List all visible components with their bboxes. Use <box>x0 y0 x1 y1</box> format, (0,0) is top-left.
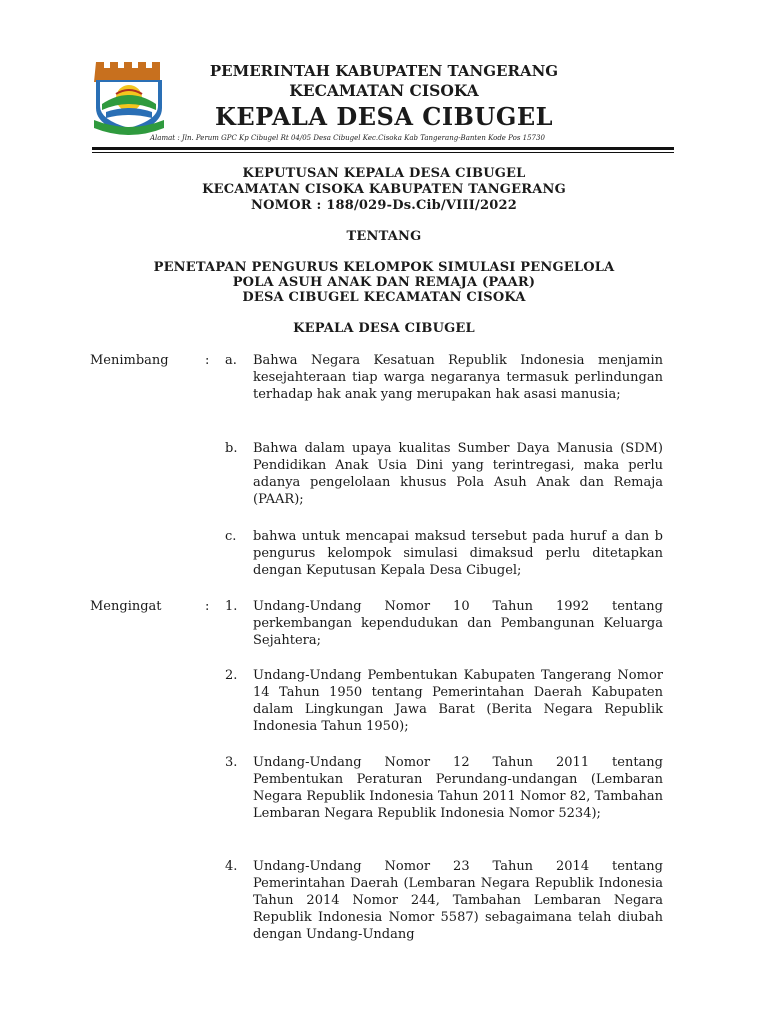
mengingat-text-3: Undang-Undang Nomor 12 Tahun 2011 tentang Pembentukan Peraturan Perundang-undangan (Lembaran Negara Republik Indonesia Tahun 2011 Nomor 82, Tambahan Lembaran Negara Republik Indonesia Nomor 5234); <box>253 755 663 821</box>
office-address: Alamat : Jln. Perum GPC Kp Cibugel Rt 04/05 Desa Cibugel Kec.Cisoka Kab Tangerang-Banten Kode Pos 15730 <box>150 134 545 142</box>
decree-number: NOMOR : 188/029-Ds.Cib/VIII/2022 <box>251 198 517 213</box>
letterhead-divider-thick <box>92 147 674 150</box>
mengingat-marker-1: 1. <box>225 599 238 614</box>
decree-issuer: KEPALA DESA CIBUGEL <box>293 321 475 336</box>
office-title: KEPALA DESA CIBUGEL <box>214 102 554 131</box>
menimbang-colon: : <box>205 353 210 368</box>
government-name: PEMERINTAH KABUPATEN TANGERANG <box>209 62 559 80</box>
mengingat-marker-3: 3. <box>225 755 238 770</box>
menimbang-marker-a: a. <box>225 353 237 368</box>
decree-subject-line-1: PENETAPAN PENGURUS KELOMPOK SIMULASI PENGELOLA <box>153 260 615 275</box>
mengingat-text-4: Undang-Undang Nomor 23 Tahun 2014 tentang Pemerintahan Daerah (Lembaran Negara Republik Indonesia Tahun 2014 Nomor 244, Tambahan Lembaran Negara Republik Indonesia Nomor 5587) sebagaimana telah diubah dengan Undang-Undang <box>253 859 663 942</box>
menimbang-marker-c: c. <box>225 529 237 544</box>
menimbang-text-a: Bahwa Negara Kesatuan Republik Indonesia menjamin kesejahteraan tiap warga negaranya termasuk perlindungan terhadap hak anak yang merupakan hak asasi manusia; <box>253 353 663 402</box>
decree-subject-line-3: DESA CIBUGEL KECAMATAN CISOKA <box>242 290 526 305</box>
letterhead-divider-thin <box>92 152 674 153</box>
menimbang-text-c: bahwa untuk mencapai maksud tersebut pada huruf a dan b pengurus kelompok simulasi dimaksud perlu ditetapkan dengan Keputusan Kepala Desa Cibugel; <box>253 529 663 578</box>
mengingat-marker-4: 4. <box>225 859 238 874</box>
decree-subject-line-2: POLA ASUH ANAK DAN REMAJA (PAAR) <box>232 275 536 290</box>
mengingat-text-1: Undang-Undang Nomor 10 Tahun 1992 tentang perkembangan kependudukan dan Pembangunan Keluarga Sejahtera; <box>253 599 663 648</box>
decree-about: TENTANG <box>346 229 422 244</box>
mengingat-text-2: Undang-Undang Pembentukan Kabupaten Tangerang Nomor 14 Tahun 1950 tentang Pemerintahan Daerah Kabupaten dalam Lingkungan Jawa Barat (Berita Negara Republik Indonesia Tahun 1950); <box>253 668 663 734</box>
regency-logo <box>92 58 166 138</box>
mengingat-colon: : <box>205 599 210 614</box>
decree-title-sub: KECAMATAN CISOKA KABUPATEN TANGERANG <box>202 182 566 197</box>
regency-emblem-icon <box>92 58 166 138</box>
menimbang-marker-b: b. <box>225 441 238 456</box>
district-name: KECAMATAN CISOKA <box>289 81 479 100</box>
menimbang-text-b: Bahwa dalam upaya kualitas Sumber Daya Manusia (SDM) Pendidikan Anak Usia Dini yang terintregasi, maka perlu adanya pengelolaan khusus Pola Asuh Anak dan Remaja (PAAR); <box>253 441 663 507</box>
mengingat-marker-2: 2. <box>225 668 238 683</box>
mengingat-label: Mengingat <box>90 599 162 614</box>
decree-title: KEPUTUSAN KEPALA DESA CIBUGEL <box>242 166 526 181</box>
menimbang-label: Menimbang <box>90 353 169 368</box>
